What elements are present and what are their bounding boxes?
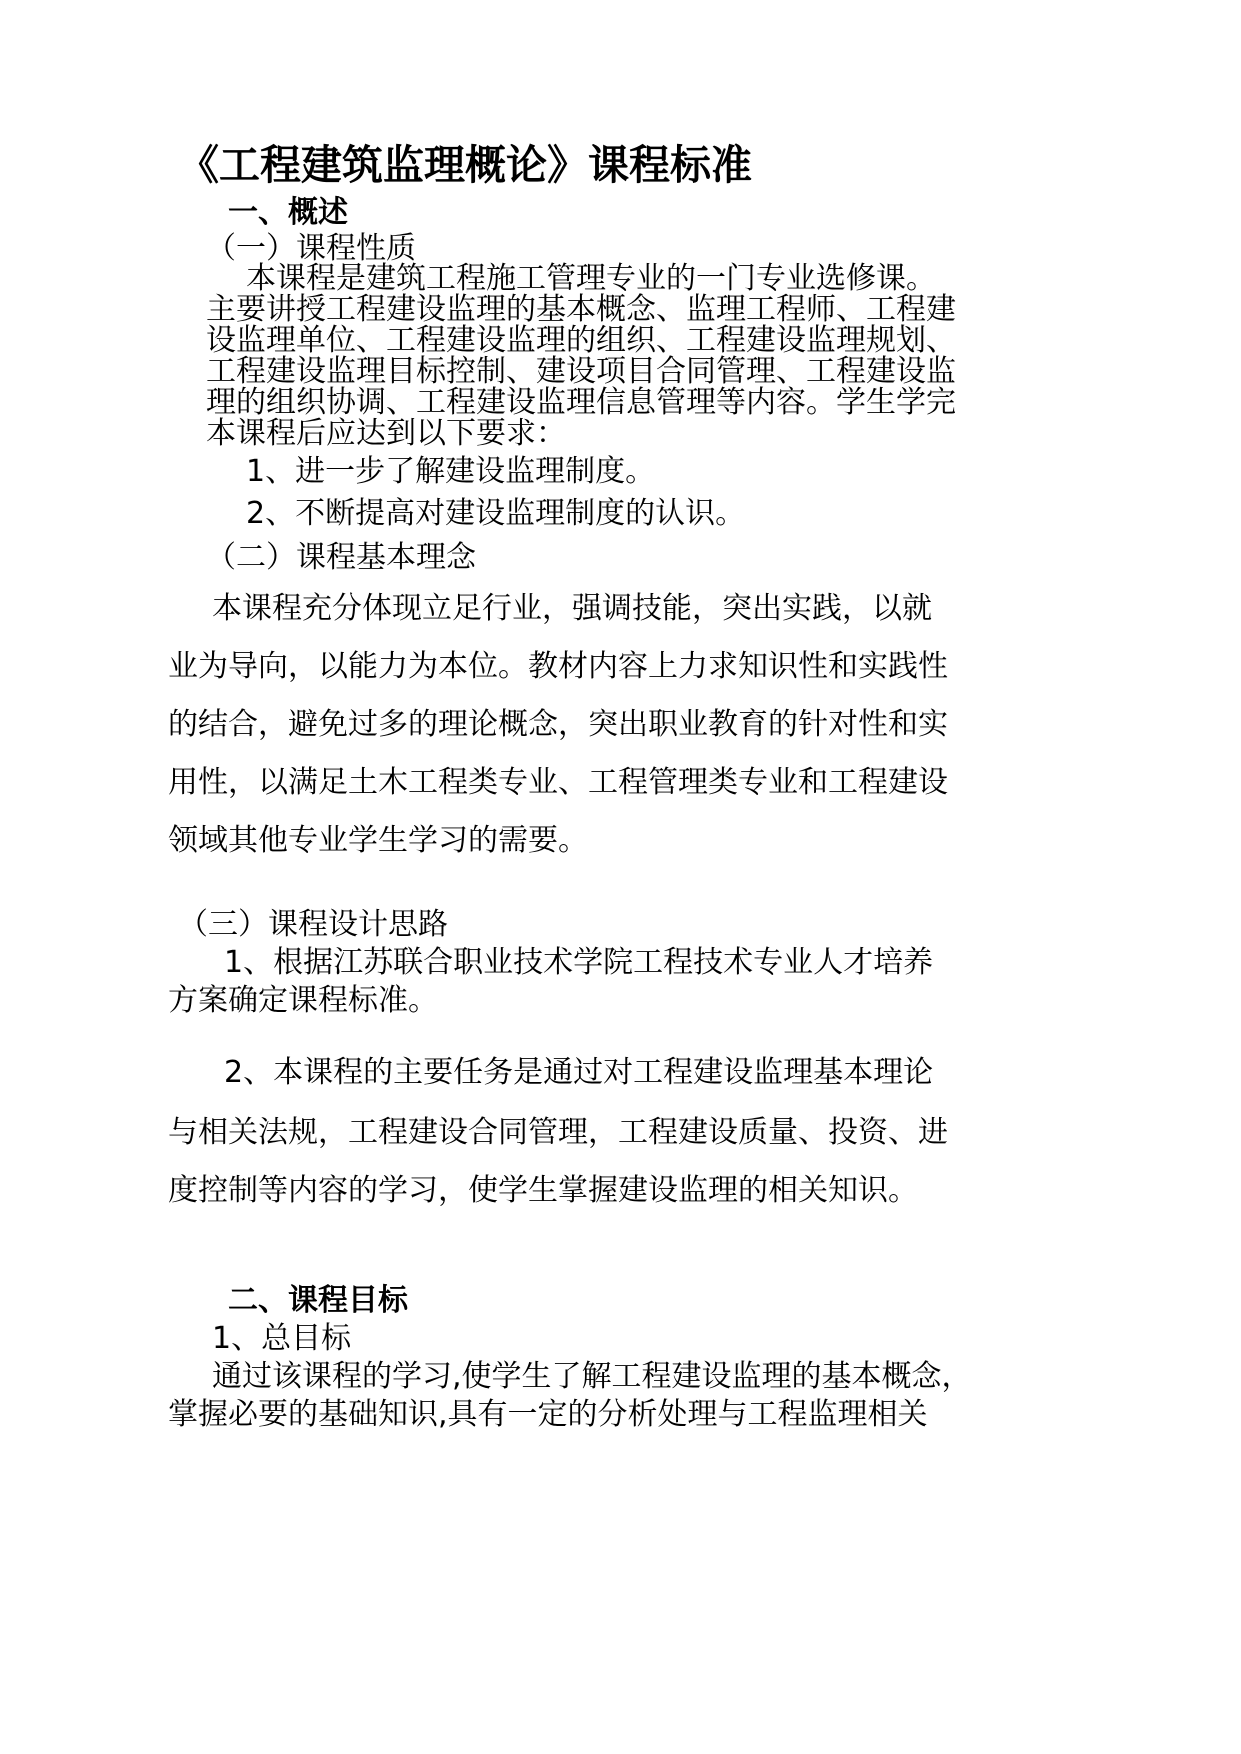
paragraph-line: 掌握必要的基础知识,具有一定的分析处理与工程监理相关 — [168, 1397, 928, 1432]
subsection-1-3-heading: （三）课程设计思路 — [178, 907, 448, 942]
subsection-1-2-heading: （二）课程基本理念 — [206, 540, 476, 575]
paragraph-line: 通过该课程的学习,使学生了解工程建设监理的基本概念， — [212, 1359, 972, 1394]
paragraph-line: 用性，以满足土木工程类专业、工程管理类专业和工程建设 — [168, 765, 948, 800]
paragraph-line: 本课程是建筑工程施工管理专业的一门专业选修课。 — [246, 261, 936, 296]
paragraph-line: 2、本课程的主要任务是通过对工程建设监理基本理论 — [224, 1055, 934, 1090]
paragraph-line: 的结合，避免过多的理论概念，突出职业教育的针对性和实 — [168, 707, 948, 742]
subsection-1-1-heading: （一）课程性质 — [206, 231, 416, 266]
paragraph-line: 方案确定课程标准。 — [168, 983, 438, 1018]
paragraph-line: 1、根据江苏联合职业技术学院工程技术专业人才培养 — [224, 945, 934, 980]
document-title: 《工程建筑监理概论》课程标准 — [178, 141, 752, 189]
paragraph-line: 理的组织协调、工程建设监理信息管理等内容。学生学完 — [206, 385, 956, 420]
paragraph-line: 度控制等内容的学习，使学生掌握建设监理的相关知识。 — [168, 1173, 918, 1208]
paragraph-line: 本课程充分体现立足行业，强调技能，突出实践，以就 — [212, 591, 932, 626]
list-item: 1、进一步了解建设监理制度。 — [246, 454, 656, 489]
paragraph-line: 工程建设监理目标控制、建设项目合同管理、工程建设监 — [206, 354, 956, 389]
paragraph-line: 业为导向，以能力为本位。教材内容上力求知识性和实践性 — [168, 649, 948, 684]
paragraph-line: 设监理单位、工程建设监理的组织、工程建设监理规划、 — [206, 323, 956, 358]
section-2-heading: 二、课程目标 — [228, 1283, 408, 1318]
list-item: 2、不断提高对建设监理制度的认识。 — [246, 496, 746, 531]
paragraph-line: 领域其他专业学生学习的需要。 — [168, 823, 588, 858]
paragraph-line: 主要讲授工程建设监理的基本概念、监理工程师、工程建 — [206, 292, 956, 327]
section-1-heading: 一、概述 — [228, 195, 348, 230]
paragraph-line: 与相关法规，工程建设合同管理，工程建设质量、投资、进 — [168, 1115, 948, 1150]
paragraph-line: 本课程后应达到以下要求： — [206, 416, 566, 451]
subsection-2-1-heading: 1、总目标 — [212, 1321, 352, 1356]
